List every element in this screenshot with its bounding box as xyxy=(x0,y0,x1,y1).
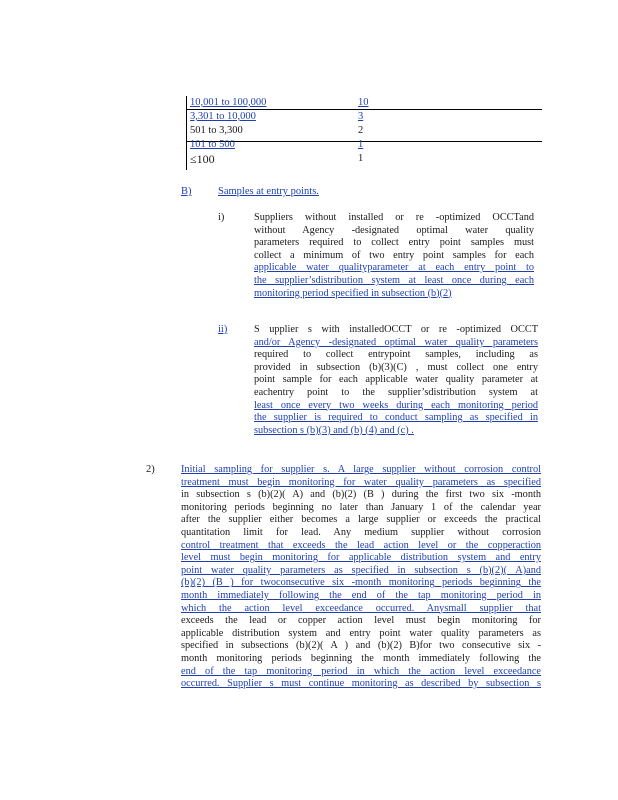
text-line: in subsection s (b)(2)( A) and (b)(2) (B ) during the first two six -month xyxy=(181,489,541,501)
text-line: treatment must begin monitoring for water quality parameters as specified xyxy=(181,476,541,488)
table-row xyxy=(186,96,542,110)
table-row xyxy=(186,152,542,166)
item-ii-text xyxy=(254,324,538,437)
text-line: collect a minimum of two entry point samples for each xyxy=(254,249,534,261)
text-line: after the supplier either becomes a large supplier or exceeds the practical xyxy=(181,514,541,526)
text-line: monitoring period specified in subsection (b)(2) xyxy=(254,287,452,299)
population-range: ≤100 xyxy=(190,152,215,166)
text-line: point water quality parameters as specified in subsection s (b)(2)( A)and xyxy=(181,564,541,576)
text-line: end of the tap monitoring period in which the action level exceedance xyxy=(181,665,541,677)
text-line: Initial sampling for supplier s. A large supplier without corrosion control xyxy=(181,464,541,475)
text-line: parameters required to collect entry point samples must xyxy=(254,237,534,249)
text-line: month immediately following the end of the tap monitoring period in xyxy=(181,589,541,601)
text-line: quantitation limit for lead. Any medium supplier without corrosion xyxy=(181,526,541,538)
text-line: applicable distribution system and entry point water quality parameters as xyxy=(181,627,541,639)
text-line: point sample for each applicable water quality parameter at xyxy=(254,374,538,386)
table-row xyxy=(186,124,542,138)
text-line: least once every two weeks during each monitoring period xyxy=(254,399,538,411)
text-line: the supplier’sdistribution system at least once during each xyxy=(254,274,534,286)
table-row xyxy=(186,110,542,124)
population-range: 10,001 to 100,000 xyxy=(190,97,267,108)
text-line: the supplier is required to conduct sampling as specified in xyxy=(254,412,538,424)
sample-count: 1 xyxy=(358,139,364,150)
item-ii-label: ii) xyxy=(218,324,228,335)
text-line: applicable water qualityparameter at each entry point to xyxy=(254,262,534,274)
text-line: S upplier s with installedOCCT or re -optimized OCCT xyxy=(254,324,538,335)
item-2-text xyxy=(181,464,541,691)
text-line: without Agency -designated optimal water quality xyxy=(254,224,534,236)
text-line: subsection s (b)(3) and (b) (4) and (c) . xyxy=(254,424,414,436)
item-i-label: i) xyxy=(218,212,225,223)
sample-count: 1 xyxy=(358,153,364,164)
text-line: required to collect entrypoint samples, including as xyxy=(254,349,538,361)
text-line: eachentry point to the supplier’sdistribution system at xyxy=(254,386,538,398)
section-b-label: B) xyxy=(181,186,192,197)
text-line: which the action level exceedance occurred. Anysmall supplier that xyxy=(181,602,541,614)
sample-count-table xyxy=(186,96,542,166)
text-line: exceeds the lead or copper action level must begin monitoring for xyxy=(181,615,541,627)
text-line: monitoring periods beginning no later than January 1 of the calendar year xyxy=(181,501,541,513)
text-line: occurred. Supplier s must continue monitoring as described by subsection s xyxy=(181,678,541,690)
item-2-label: 2) xyxy=(146,464,155,475)
text-line: level must begin monitoring for applicable distribution system and entry xyxy=(181,552,541,564)
population-range: 501 to 3,300 xyxy=(190,125,243,136)
text-line: provided in subsection (b)(3)(C) , must collect one entry xyxy=(254,361,538,373)
sample-count: 10 xyxy=(358,97,369,108)
table-row xyxy=(186,138,542,152)
text-line: (b)(2) (B ) for twoconsecutive six -month monitoring periods beginning the xyxy=(181,577,541,589)
text-line: Suppliers without installed or re -optimized OCCTand xyxy=(254,212,534,223)
text-line: month monitoring periods beginning the month immediately following the xyxy=(181,652,541,664)
population-range: 3,301 to 10,000 xyxy=(190,111,256,122)
sample-count: 2 xyxy=(358,125,364,136)
section-b-title: Samples at entry points. xyxy=(218,186,319,197)
text-line: specified in subsections (b)(2)( A ) and (b)(2) B)for two consecutive six - xyxy=(181,640,541,652)
item-i-text xyxy=(254,212,534,300)
population-range: 101 to 500 xyxy=(190,139,235,150)
text-line: control treatment that exceeds the lead action level or the copperaction xyxy=(181,539,541,551)
text-line: and/or Agency -designated optimal water quality parameters xyxy=(254,336,538,348)
sample-count: 3 xyxy=(358,111,364,122)
